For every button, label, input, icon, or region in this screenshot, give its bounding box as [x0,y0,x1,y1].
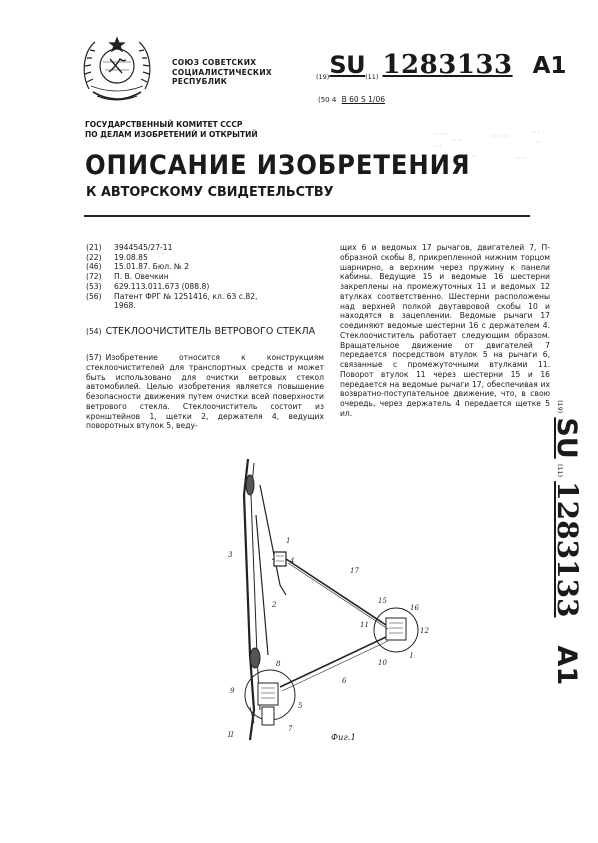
biblio-code: (72) [86,272,102,282]
number-code: (11) [365,73,379,81]
country: SU [329,51,366,79]
figure-label: 1 [286,537,291,545]
patent-number: 1283133 [382,50,513,80]
biblio-value: П. В. Овечкин [114,272,169,282]
figure-label: 10 [378,659,387,667]
side-country: SU [551,417,582,459]
side-patent-number: 1283133 [551,481,584,618]
biblio-code: (56) [86,291,102,301]
biblio-item [86,292,326,302]
figure-label: 8 [276,660,281,668]
invention-title-text: СТЕКЛООЧИСТИТЕЛЬ ВЕТРОВОГО СТЕКЛА [105,326,316,337]
biblio-value: 15.01.87. Бюл. № 2 [114,262,190,272]
kind-code: A1 [532,53,567,79]
biblio-code: (53) [86,281,102,291]
biblio-code: (22) [86,252,102,262]
figure-label: 12 [420,627,429,635]
figure-label: 6 [342,677,347,685]
biblio-item [86,243,326,253]
biblio-item [86,301,326,311]
figure-label: 9 [230,687,235,695]
figure-label: 4 [290,557,295,565]
figure-label: 15 [378,597,387,605]
figure-label: 11 [360,621,369,629]
union-line: СОЮЗ СОВЕТСКИХ [172,58,257,67]
biblio-item [86,262,326,272]
committee [85,120,258,139]
union-line: СОЦИАЛИСТИЧЕСКИХ [172,67,272,77]
title-divider [84,215,530,217]
abstract-code: (57) [86,353,102,362]
patent-number-block [316,50,566,84]
side-patent-number [546,400,586,690]
country-code: (19) [316,73,330,81]
figure-label: II [228,731,234,739]
bibliographic-data [86,243,326,311]
biblio-value: Патент ФРГ № 1251416, кл. 63 с.82, [114,291,258,301]
ipc-code: (50 4 [318,96,337,104]
abstract-continuation: щих 6 и ведомых 17 рычагов, двигателей 7, П-образной скобы 8, прикрепленной нижним торцом шарнирно, а верхним через пружину к панели кабины. Ведущие 15 и ведомые 16 шестерни закреплены на промежуточных 11 и ведомых 12 втулках соответственно. Шестерни расположены над верхней полкой двутавровой скобы 10 и находятся в зацеплении. Ведомые рычаги 17 соединяют ведомые шестерни 16 с держателем 4. Стеклоочиститель работает следующим образом. Вращательное движение от двигателей 7 передается посредством втулок 5 на рычаги 6, связанные с промежуточными втулками 11. Поворот втулок 11 через шестерни 15 и 16 передается на ведомые рычаги 17, обеспечивая их возвратно-поступательное движение, что, в свою очередь, через держатель 4 передается щетке 5 ил. [340,243,550,418]
biblio-value: 629.113.011.673 (088.8) [114,281,210,291]
figure-label: I [410,652,413,660]
side-number-code: (11) [556,463,564,478]
figure-label: 2 [272,601,277,609]
figure-label: 17 [350,567,359,575]
document-title: ОПИСАНИЕ ИЗОБРЕТЕНИЯ [85,150,471,181]
biblio-value: 1968. [114,301,136,311]
ipc-value: B 60 S 1/06 [341,95,386,104]
biblio-item [86,253,326,263]
invention-title [86,326,326,337]
document-subtitle: К АВТОРСКОМУ СВИДЕТЕЛЬСТВУ [86,184,334,200]
committee-line: ГОСУДАРСТВЕННЫЙ КОМИТЕТ СССР [85,120,243,129]
figure-1-drawing [210,455,450,755]
invention-title-code: (54) [86,327,102,336]
ipc-classification [318,95,385,104]
biblio-item [86,282,326,292]
biblio-code: (21) [86,243,102,252]
biblio-code: (46) [86,262,102,272]
figure-label: 5 [298,702,303,710]
abstract-text: Изобретение относится к конструкциям стеклоочистителей для транспортных средств и может быть использовано для очистки ветровых стекол автомобилей. Целью изобретения является повышение безопасности движения путем очистки всей поверхности ветрового стекла. Стеклоочиститель состоит из кронштейнов 1, щетки 2, держателя 4, ведущих поворотных втулок 5, веду- [86,353,324,431]
issuing-state [172,58,272,87]
side-kind-code: A1 [551,645,582,686]
biblio-value: 3944545/27-11 [114,243,173,252]
ussr-emblem-icon [79,34,155,108]
side-country-code: (19) [556,400,564,414]
abstract [86,353,324,431]
committee-line: ПО ДЕЛАМ ИЗОБРЕТЕНИЙ И ОТКРЫТИЙ [85,129,258,139]
biblio-value: 19.08.85 [114,252,148,262]
biblio-item [86,272,326,282]
figure-caption: Фиг.1 [331,733,356,743]
figure-label: 7 [288,725,293,733]
union-line: РЕСПУБЛИК [172,77,228,86]
figure-label: 3 [228,551,233,559]
figure-label: 16 [410,604,419,612]
